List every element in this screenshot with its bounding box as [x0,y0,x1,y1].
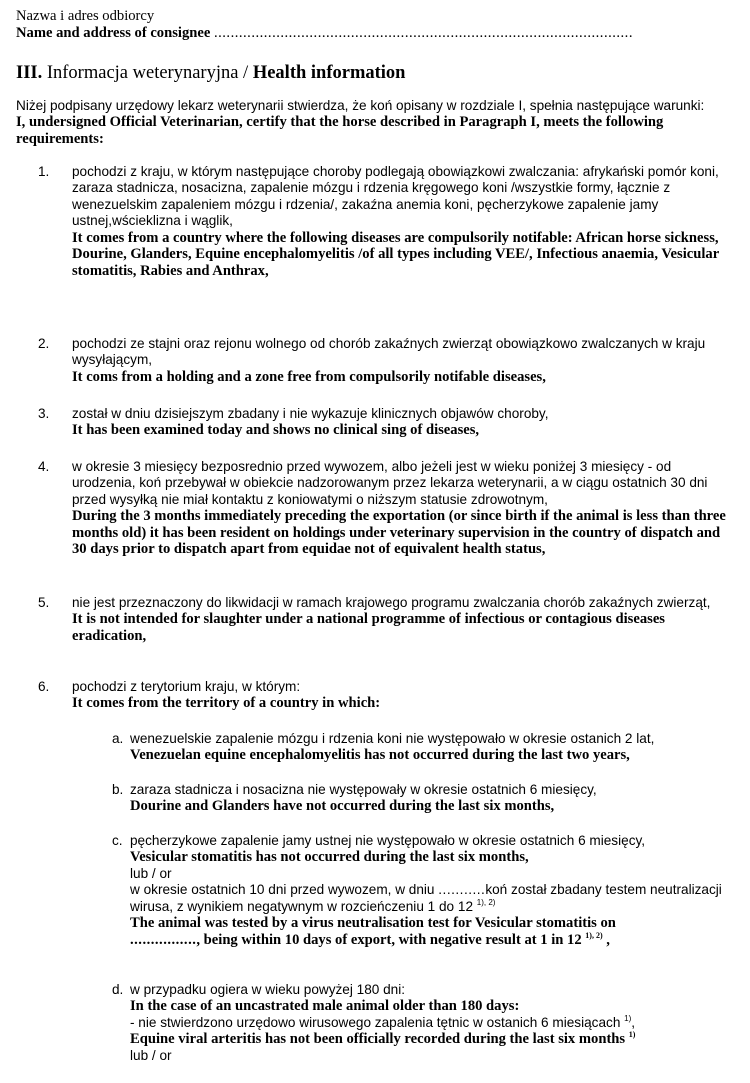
test-text-pl-part1: w okresie ostatnich 10 dni przed wywozem, w dniu [130,882,439,898]
consignee-block [16,8,716,41]
subitem-text-en-test [130,915,730,948]
item-text-pl: w okresie 3 miesięcy bezposrednio przed wywozem, albo jeżeli jest w wieku poniżej 3 miesięcy - od urodzenia, koń przebywał w obiekcie nadzorowanym przez lekarza weterynarii, a w ciągu ostatnich 30 dni przed wysyłką nie miał kontaktu z koniowatymi o niższym statusie zdrowotnym, [72,459,708,507]
item-text-en: It coms from a holding and a zone free from compulsorily notifable diseases, [72,368,546,385]
intro-pl: Niżej podpisany urzędowy lekarz weterynarii stwierdza, że koń opisany w rozdziale I, spełnia następujące warunki: [16,98,705,113]
test-text-en-part2: , being within 10 days of export, with negative result at 1 in 12 [196,931,586,948]
test-date-field-en[interactable]: ................ [130,931,197,948]
subitem-text-pl-test [130,882,730,915]
item-text-en: It comes from the territory of a country in which: [72,695,381,712]
item-text-pl: pochodzi ze stajni oraz rejonu wolnego od chorób zakaźnych zwierząt obowiązkowo zwalczanych w kraju wysyłającym, [72,336,706,368]
consignee-dotted-line[interactable]: ..................................................................................................... [213,24,633,41]
footnote-ref: 1), 2) [585,930,603,940]
subitem-text-en-arteritis [130,1031,730,1048]
section-title-pl: Informacja weterynaryjna / [46,63,249,83]
or-separator: lub / or [130,1048,172,1063]
item-text-pl: pochodzi z kraju, w którym następujące choroby podlegają obowiązkowi zwalczania: afrykański pomór koni, zaraza stadnicza, nosacizna, zapalenie mózgu i rdzenia kręgowego koni /wszystkie formy, łącznie z wenezuelskim zapaleniem mózgu i rdzenia/, zakaźna anemia koni, pęcherzykowe zapalenie jamy ustnej,wścieklizna i wąglik, [72,164,719,229]
item-text-pl: pochodzi z terytorium kraju, w którym: [72,679,301,694]
subitem-text-en: Vesicular stomatitis has not occurred during the last six months, [130,849,529,866]
test-date-field[interactable]: ........... [438,882,486,898]
arteritis-text-pl-end: , [631,1015,636,1030]
subitem-text-pl: zaraza stadnicza i nosacizna nie występowały w okresie ostatnich 6 miesięcy, [130,782,597,797]
section-title-en: Health information [252,63,406,83]
item-number: 4. [38,459,50,474]
subitem-label: b. [112,782,124,797]
intro-paragraph [16,98,736,148]
item-text-pl: nie jest przeznaczony do likwidacji w ramach krajowego programu zwalczania chorób zakaźnych zwierząt, [72,595,711,610]
item-text-en: It has been examined today and shows no clinical sing of diseases, [72,422,480,439]
subitem-text-pl: w przypadku ogiera w wieku powyżej 180 dni: [130,982,406,997]
item-text-en: During the 3 months immediately preceding the exportation (or since birth if the animal is less than three months old) it has been resident on holdings under veterinary supervision in the country of dispatch and 30 days prior to dispatch apart from equidae not of equivalent health status, [72,508,726,558]
subitem-text-en: Venezuelan equine encephalomyelitis has not occurred during the last two years, [130,747,630,764]
item-text-en: It comes from a country where the following diseases are compulsorily notifable: African horse sickness, Dourine, Glanders, Equine encephalomyelitis /of all types including VEE/, Infectious anaemia, Vesicular stomatitis, Rabies and Anthrax, [72,229,719,279]
arteritis-text-en: Equine viral arteritis has not been officially recorded during the last six months [130,1031,629,1048]
subitem-label: d. [112,982,124,997]
arteritis-text-pl: - nie stwierdzono urzędowo wirusowego zapalenia tętnic w ostanich 6 miesiącach [130,1015,625,1030]
consignee-label-pl: Nazwa i adres odbiorcy [16,8,155,24]
item-number: 1. [38,164,50,179]
consignee-label-en: Name and address of consignee [16,24,211,41]
section-number: III. [16,63,43,83]
item-number: 6. [38,679,50,694]
subitem-label: a. [112,731,124,746]
subitem-text-pl: pęcherzykowe zapalenie jamy ustnej nie występowało w okresie ostatnich 6 miesięcy, [130,833,646,848]
subitem-text-pl: wenezuelskie zapalenie mózgu i rdzenia koni nie występowało w okresie ostanich 2 lat, [130,731,655,746]
or-separator: lub / or [130,866,172,881]
subitem-text-pl-arteritis [130,1015,730,1031]
test-text-en-part1: The animal was tested by a virus neutralisation test for Vesicular stomatitis on [130,915,616,932]
test-text-en-end: , [602,931,610,948]
subitem-text-en: In the case of an uncastrated male animal older than 180 days: [130,998,520,1015]
item-text-en: It is not intended for slaughter under a national programme of infectious or contagious diseases eradication, [72,611,665,644]
test-text-pl-part2: koń został zbadany testem neutralizacji wirusa, z wynikiem negatywnym w rozcieńczeniu 1 do 12 [130,882,722,914]
item-text-pl: został w dniu dzisiejszym zbadany i nie wykazuje klinicznych objawów choroby, [72,406,549,421]
footnote-ref: 1) [624,1014,632,1023]
footnote-ref: 1) [628,1030,636,1040]
item-number: 5. [38,595,50,610]
intro-en: I, undersigned Official Veterinarian, certify that the horse described in Paragraph I, meets the following requirements: [16,114,664,147]
subitem-label: c. [112,833,123,848]
section-title [16,62,405,84]
item-number: 2. [38,336,50,351]
item-number: 3. [38,406,50,421]
subitem-text-en: Dourine and Glanders have not occurred during the last six months, [130,798,555,815]
footnote-ref: 1), 2) [476,897,496,907]
